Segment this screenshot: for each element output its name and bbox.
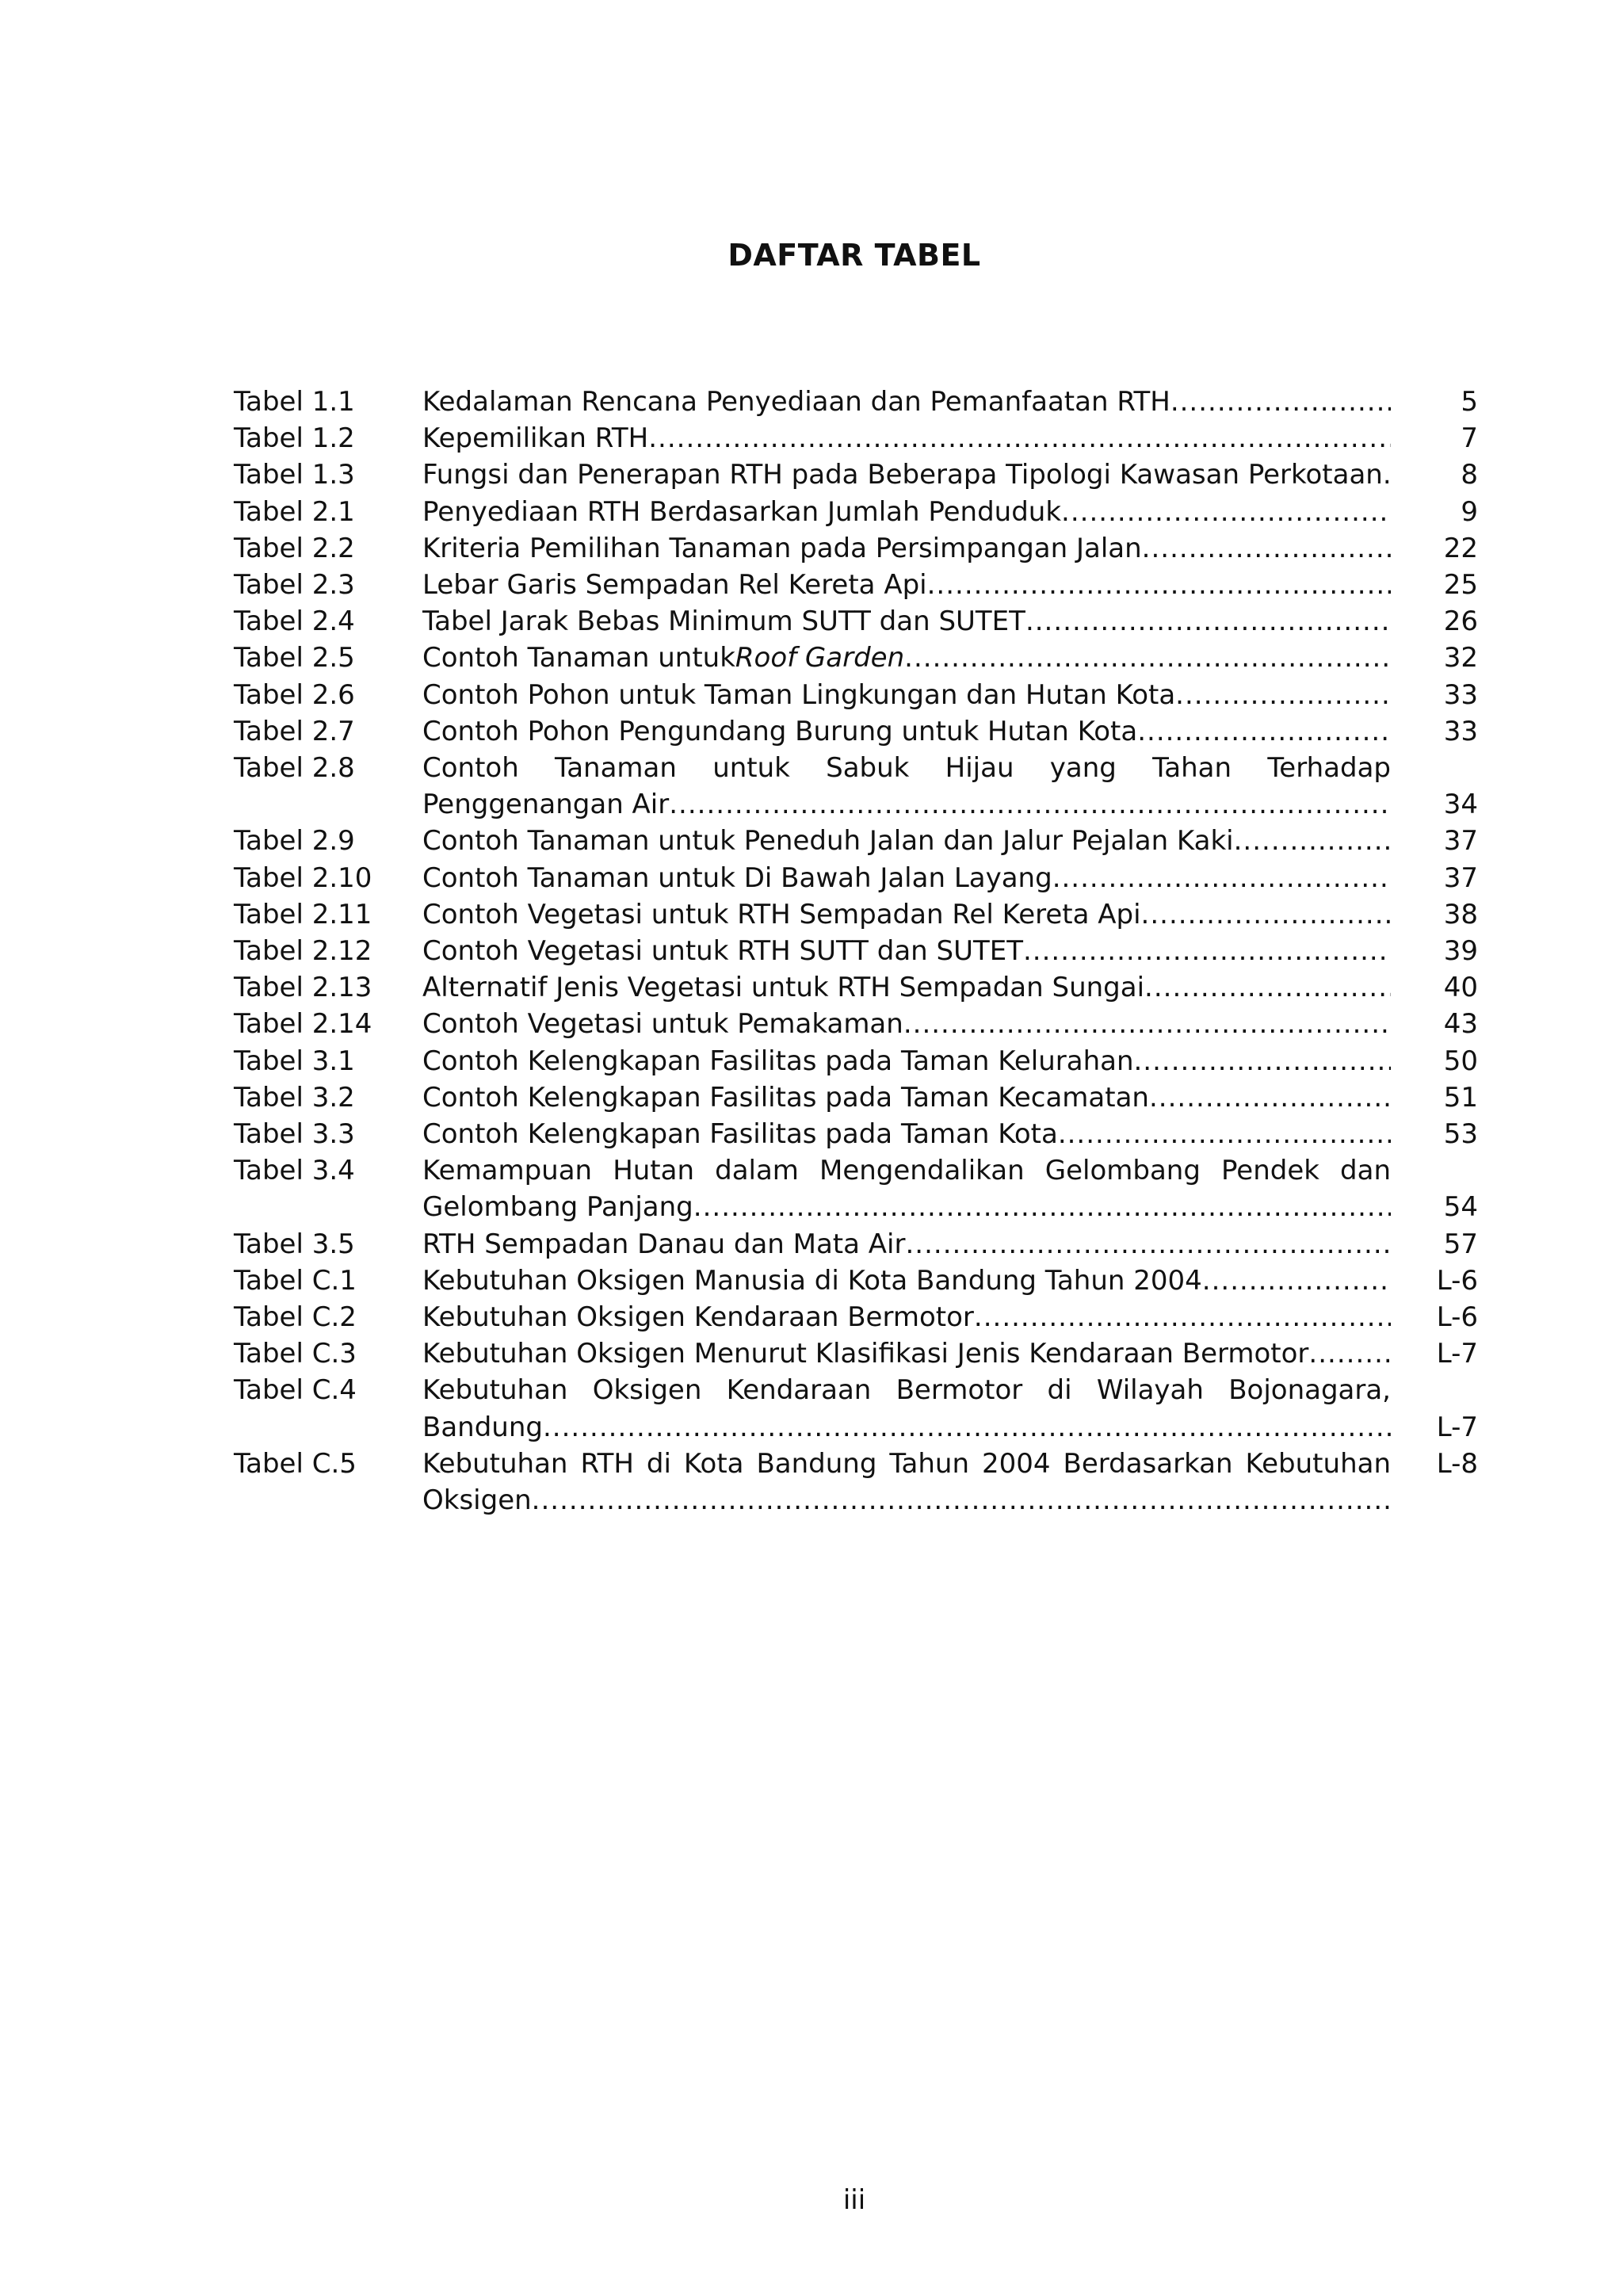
- toc-entry-title-line: Gelombang Panjang: [422, 1191, 693, 1224]
- toc-entry-title-italic: Roof Garden: [735, 642, 905, 674]
- toc-entry[interactable]: [234, 1226, 1478, 1263]
- toc-entry-page: 50: [1443, 1045, 1478, 1077]
- toc-entry-page: 38: [1443, 898, 1478, 930]
- toc-entry-title: [422, 1446, 1391, 1519]
- toc-entry[interactable]: [234, 1335, 1478, 1372]
- toc-entry-title-line: Contoh Kelengkapan Fasilitas pada Taman Kota: [422, 1118, 1058, 1151]
- toc-entry-title: [422, 457, 1391, 493]
- toc-entry-label: Tabel C.2: [234, 1301, 357, 1334]
- dot-leader: [904, 640, 1391, 676]
- toc-entry-label: Tabel 1.1: [234, 386, 355, 418]
- toc-entry-label: Tabel 1.3: [234, 459, 355, 491]
- toc-entry-page: 57: [1443, 1228, 1478, 1260]
- toc-entry[interactable]: [234, 1263, 1478, 1299]
- toc-entry-label: Tabel 2.10: [234, 861, 372, 894]
- toc-entry-title-line: Penyediaan RTH Berdasarkan Jumlah Penduduk: [422, 495, 1062, 528]
- toc-entry-label: Tabel 2.2: [234, 532, 355, 564]
- toc-entry-page: 22: [1443, 532, 1478, 564]
- dot-leader: [905, 1226, 1391, 1263]
- toc-entry[interactable]: [234, 677, 1478, 713]
- toc-entry-title: [422, 530, 1391, 567]
- dot-leader: [974, 1299, 1391, 1335]
- toc-entry-title-line: Kebutuhan Oksigen Kendaraan Bermotor di Wilayah Bojonagara,: [422, 1374, 1391, 1407]
- toc-entry[interactable]: [234, 494, 1478, 530]
- toc-entry-label: Tabel 2.8: [234, 752, 355, 785]
- toc-entry[interactable]: [234, 1372, 1478, 1445]
- toc-entry-label: Tabel 2.14: [234, 1008, 372, 1041]
- toc-entry-page: 40: [1443, 972, 1478, 1004]
- toc-entry[interactable]: [234, 750, 1478, 823]
- toc-entry-page: 33: [1443, 715, 1478, 747]
- toc-entry-title-line: Contoh Tanaman untuk Peneduh Jalan dan Jalur Pejalan Kaki: [422, 825, 1234, 858]
- toc-entry-title-line: Contoh Tanaman untuk: [422, 642, 735, 674]
- toc-entry-label: Tabel 2.5: [234, 642, 355, 674]
- toc-entry-title-line: Contoh Kelengkapan Fasilitas pada Taman Kecamatan: [422, 1081, 1149, 1114]
- toc-entry-label: Tabel 2.6: [234, 678, 355, 711]
- toc-entry-title: [422, 1335, 1391, 1372]
- toc-entry-title: [422, 1116, 1391, 1152]
- toc-entry-title: [422, 896, 1391, 933]
- toc-entry-title-line: Contoh Vegetasi untuk Pemakaman: [422, 1008, 903, 1041]
- toc-entry-title: [422, 1299, 1391, 1335]
- toc-entry-label: Tabel 2.13: [234, 972, 372, 1004]
- dot-leader: [1175, 677, 1391, 713]
- toc-entry[interactable]: [234, 457, 1478, 493]
- dot-leader: [532, 1482, 1391, 1519]
- toc-entry-title-line: Kebutuhan Oksigen Menurut Klasifikasi Jenis Kendaraan Bermotor: [422, 1338, 1309, 1370]
- toc-entry-label: Tabel 2.3: [234, 569, 355, 602]
- toc-entry[interactable]: [234, 530, 1478, 567]
- toc-entry-label: Tabel 3.2: [234, 1081, 355, 1114]
- toc-entry[interactable]: [234, 567, 1478, 603]
- toc-entry-title-line: Contoh Tanaman untuk Sabuk Hijau yang Tahan Terhadap: [422, 752, 1391, 785]
- toc-entry-title-line: Bandung: [422, 1411, 543, 1443]
- toc-entry-label: Tabel C.4: [234, 1374, 357, 1407]
- toc-entry[interactable]: [234, 640, 1478, 676]
- toc-entry[interactable]: [234, 1116, 1478, 1152]
- toc-entry-page: 33: [1443, 678, 1478, 711]
- toc-entry-title-line: Kebutuhan RTH di Kota Bandung Tahun 2004 Berdasarkan Kebutuhan: [422, 1447, 1391, 1480]
- toc-entry-title-line: Contoh Vegetasi untuk RTH Sempadan Rel Kereta Api: [422, 898, 1141, 930]
- toc-entry-title-line: Lebar Garis Sempadan Rel Kereta Api: [422, 569, 927, 602]
- toc-entry-label: Tabel 1.2: [234, 422, 355, 455]
- toc-entry[interactable]: [234, 420, 1478, 457]
- toc-entry-title: [422, 1043, 1391, 1079]
- toc-entry-title: [422, 1372, 1391, 1445]
- toc-entry-title: [422, 969, 1391, 1006]
- toc-entry[interactable]: [234, 1152, 1478, 1225]
- toc-entry-title-line: RTH Sempadan Danau dan Mata Air: [422, 1228, 906, 1260]
- page-number: iii: [842, 2184, 866, 2216]
- toc-entry-page: L-6: [1436, 1301, 1478, 1334]
- toc-entry-page: 5: [1461, 386, 1478, 418]
- toc-entry[interactable]: [234, 896, 1478, 933]
- toc-entry[interactable]: [234, 1079, 1478, 1116]
- toc-entry[interactable]: [234, 860, 1478, 896]
- dot-leader: [1134, 1043, 1392, 1079]
- toc-entry-page: L-7: [1436, 1411, 1478, 1443]
- toc-entry-page: 25: [1443, 569, 1478, 602]
- dot-leader: [1170, 384, 1391, 420]
- toc-entry-label: Tabel 3.3: [234, 1118, 355, 1151]
- dot-leader: [669, 786, 1391, 823]
- dot-leader: [1383, 457, 1391, 493]
- toc-entry[interactable]: [234, 933, 1478, 969]
- toc-entry-label: Tabel 2.12: [234, 935, 372, 968]
- toc-entry-title: [422, 420, 1391, 457]
- toc-entry-title-line: Contoh Tanaman untuk Di Bawah Jalan Layang: [422, 861, 1052, 894]
- toc-entry-page: 37: [1443, 861, 1478, 894]
- toc-entry-title: [422, 1006, 1391, 1042]
- toc-entry-page: 8: [1461, 459, 1478, 491]
- toc-entry-title-line: Oksigen: [422, 1484, 532, 1517]
- toc-entry-title-line: Contoh Kelengkapan Fasilitas pada Taman Kelurahan: [422, 1045, 1134, 1077]
- toc-entry[interactable]: [234, 1446, 1478, 1519]
- toc-entry-title-line: Kriteria Pemilihan Tanaman pada Persimpangan Jalan: [422, 532, 1142, 564]
- dot-leader: [693, 1189, 1391, 1225]
- toc-entry-page: 43: [1443, 1008, 1478, 1041]
- toc-entry-title: [422, 603, 1391, 640]
- toc-entry-label: Tabel C.1: [234, 1264, 357, 1297]
- dot-leader: [1058, 1116, 1391, 1152]
- toc-entry-title: [422, 494, 1391, 530]
- table-of-contents: [234, 384, 1478, 1519]
- toc-entry-label: Tabel 2.1: [234, 495, 355, 528]
- toc-entry-title-line: Contoh Pohon untuk Taman Lingkungan dan Hutan Kota: [422, 678, 1176, 711]
- toc-entry-title: [422, 1152, 1391, 1225]
- toc-entry-title-line: Kebutuhan Oksigen Manusia di Kota Bandung Tahun 2004: [422, 1264, 1202, 1297]
- toc-entry-title: [422, 1263, 1391, 1299]
- dot-leader: [1202, 1263, 1391, 1299]
- page-title: DAFTAR TABEL: [727, 238, 981, 273]
- dot-leader: [1023, 933, 1391, 969]
- toc-entry-title: [422, 860, 1391, 896]
- toc-entry-page: L-6: [1436, 1264, 1478, 1297]
- toc-entry-title-line: Kebutuhan Oksigen Kendaraan Bermotor: [422, 1301, 974, 1334]
- toc-entry-title: [422, 750, 1391, 823]
- dot-leader: [1142, 530, 1391, 567]
- toc-entry-label: Tabel 3.4: [234, 1155, 355, 1187]
- toc-entry-label: Tabel 3.1: [234, 1045, 355, 1077]
- toc-entry-page: 9: [1461, 495, 1478, 528]
- toc-entry-page: L-8: [1436, 1447, 1478, 1480]
- toc-entry-title: [422, 933, 1391, 969]
- toc-entry[interactable]: [234, 384, 1478, 420]
- toc-entry-page: 26: [1443, 606, 1478, 638]
- toc-entry-page: 54: [1443, 1191, 1478, 1224]
- toc-entry-title: [422, 1226, 1391, 1263]
- toc-entry-title: [422, 567, 1391, 603]
- dot-leader: [1308, 1335, 1391, 1372]
- toc-entry[interactable]: [234, 969, 1478, 1006]
- toc-entry-label: Tabel 2.7: [234, 715, 355, 747]
- toc-entry-title-line: Kedalaman Rencana Penyediaan dan Pemanfaatan RTH: [422, 386, 1170, 418]
- toc-entry-page: 51: [1443, 1081, 1478, 1114]
- toc-entry-label: Tabel C.3: [234, 1338, 357, 1370]
- dot-leader: [1234, 823, 1391, 859]
- toc-entry-title-line: Contoh Vegetasi untuk RTH SUTT dan SUTET: [422, 935, 1023, 968]
- toc-entry-page: 34: [1443, 789, 1478, 821]
- toc-entry-label: Tabel 2.4: [234, 606, 355, 638]
- dot-leader: [1149, 1079, 1391, 1116]
- toc-entry-title: [422, 1079, 1391, 1116]
- toc-entry-title-line: Tabel Jarak Bebas Minimum SUTT dan SUTET: [422, 606, 1025, 638]
- toc-entry-title: [422, 713, 1391, 750]
- dot-leader: [543, 1409, 1391, 1446]
- toc-entry-page: 32: [1443, 642, 1478, 674]
- toc-entry-page: 37: [1443, 825, 1478, 858]
- dot-leader: [1141, 896, 1391, 933]
- toc-entry-label: Tabel C.5: [234, 1447, 357, 1480]
- toc-entry-page: 39: [1443, 935, 1478, 968]
- toc-entry-title-line: Contoh Pohon Pengundang Burung untuk Hutan Kota: [422, 715, 1138, 747]
- toc-entry-title: [422, 823, 1391, 859]
- toc-entry-page: 53: [1443, 1118, 1478, 1151]
- toc-entry[interactable]: [234, 603, 1478, 640]
- dot-leader: [1061, 494, 1391, 530]
- toc-entry-title-line: Fungsi dan Penerapan RTH pada Beberapa Tipologi Kawasan Perkotaan: [422, 459, 1383, 491]
- toc-entry-title-line: Kemampuan Hutan dalam Mengendalikan Gelombang Pendek dan: [422, 1155, 1391, 1187]
- toc-entry-label: Tabel 3.5: [234, 1228, 355, 1260]
- dot-leader: [648, 420, 1391, 457]
- toc-entry-page: 7: [1461, 422, 1478, 455]
- toc-entry-label: Tabel 2.9: [234, 825, 355, 858]
- dot-leader: [903, 1006, 1391, 1042]
- toc-entry[interactable]: [234, 713, 1478, 750]
- toc-entry-title: [422, 640, 1391, 676]
- toc-entry-title: [422, 384, 1391, 420]
- toc-entry[interactable]: [234, 1043, 1478, 1079]
- toc-entry[interactable]: [234, 1006, 1478, 1042]
- toc-entry-title: [422, 677, 1391, 713]
- toc-entry-page: L-7: [1436, 1338, 1478, 1370]
- toc-entry-title-line: Kepemilikan RTH: [422, 422, 649, 455]
- dot-leader: [1137, 713, 1391, 750]
- toc-entry-title-line: Alternatif Jenis Vegetasi untuk RTH Sempadan Sungai: [422, 972, 1145, 1004]
- dot-leader: [1025, 603, 1391, 640]
- toc-entry-label: Tabel 2.11: [234, 898, 372, 930]
- toc-entry-title-line: Penggenangan Air: [422, 789, 670, 821]
- dot-leader: [927, 567, 1391, 603]
- toc-entry[interactable]: [234, 823, 1478, 859]
- dot-leader: [1144, 969, 1391, 1006]
- toc-entry[interactable]: [234, 1299, 1478, 1335]
- dot-leader: [1052, 860, 1391, 896]
